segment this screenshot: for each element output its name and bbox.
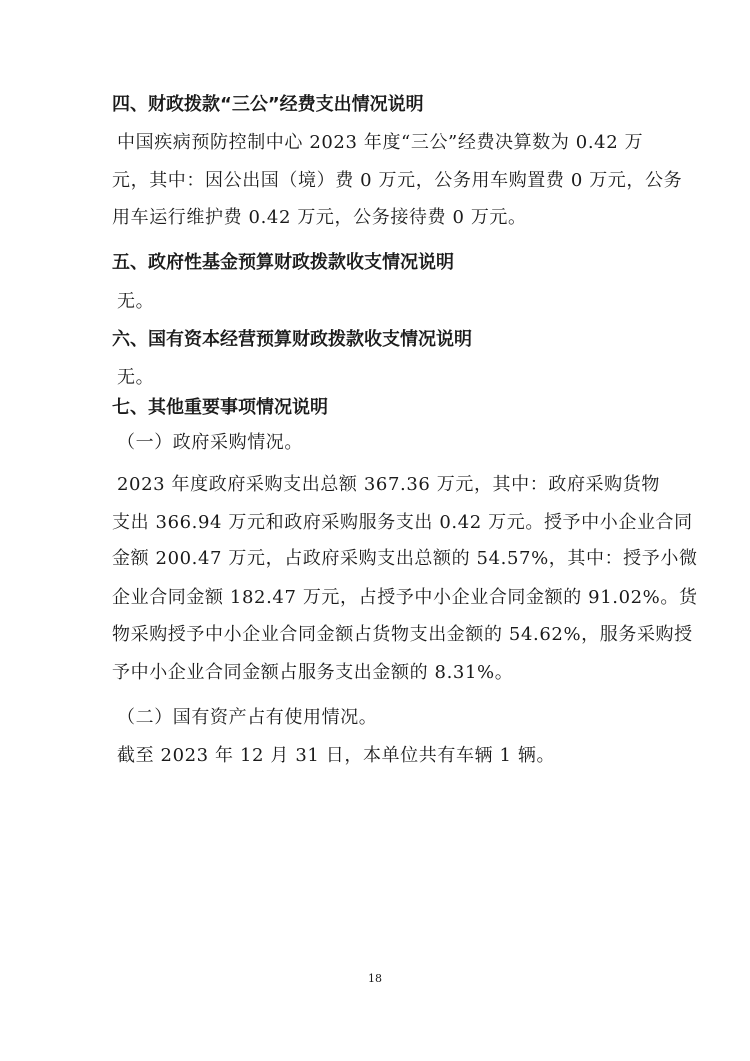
section-heading-5: 五、政府性基金预算财政拨款收支情况说明 <box>112 252 454 273</box>
paragraph-line: 金额 200.47 万元，占政府采购支出总额的 54.57%，其中：授予小微 <box>112 548 698 569</box>
paragraph-line: 无。 <box>117 367 155 388</box>
paragraph-line: 予中小企业合同金额占服务支出金额的 8.31%。 <box>112 662 514 683</box>
paragraph-line: 中国疾病预防控制中心 2023 年度“三公”经费决算数为 0.42 万 <box>117 132 644 153</box>
section-heading-4: 四、财政拨款“三公”经费支出情况说明 <box>112 94 424 115</box>
subsection-heading-1: （一）政府采购情况。 <box>117 432 303 453</box>
subsection-heading-2: （二）国有资产占有使用情况。 <box>117 707 378 728</box>
paragraph-line: 用车运行维护费 0.42 万元，公务接待费 0 万元。 <box>112 207 527 228</box>
paragraph-line: 无。 <box>117 291 155 312</box>
paragraph-line: 物采购授予中小企业合同金额占货物支出金额的 54.62%，服务采购授 <box>112 624 693 645</box>
paragraph-line: 支出 366.94 万元和政府采购服务支出 0.42 万元。授予中小企业合同 <box>112 512 693 533</box>
paragraph-line: 截至 2023 年 12 月 31 日，本单位共有车辆 1 辆。 <box>117 745 556 766</box>
paragraph-line: 2023 年度政府采购支出总额 367.36 万元，其中：政府采购货物 <box>117 474 660 495</box>
section-heading-7: 七、其他重要事项情况说明 <box>112 397 328 418</box>
section-heading-6: 六、国有资本经营预算财政拨款收支情况说明 <box>112 329 472 350</box>
paragraph-line: 元，其中：因公出国（境）费 0 万元，公务用车购置费 0 万元，公务 <box>112 170 683 191</box>
page-number: 18 <box>368 972 382 985</box>
paragraph-line: 企业合同金额 182.47 万元，占授予中小企业合同金额的 91.02%。货 <box>112 587 698 608</box>
